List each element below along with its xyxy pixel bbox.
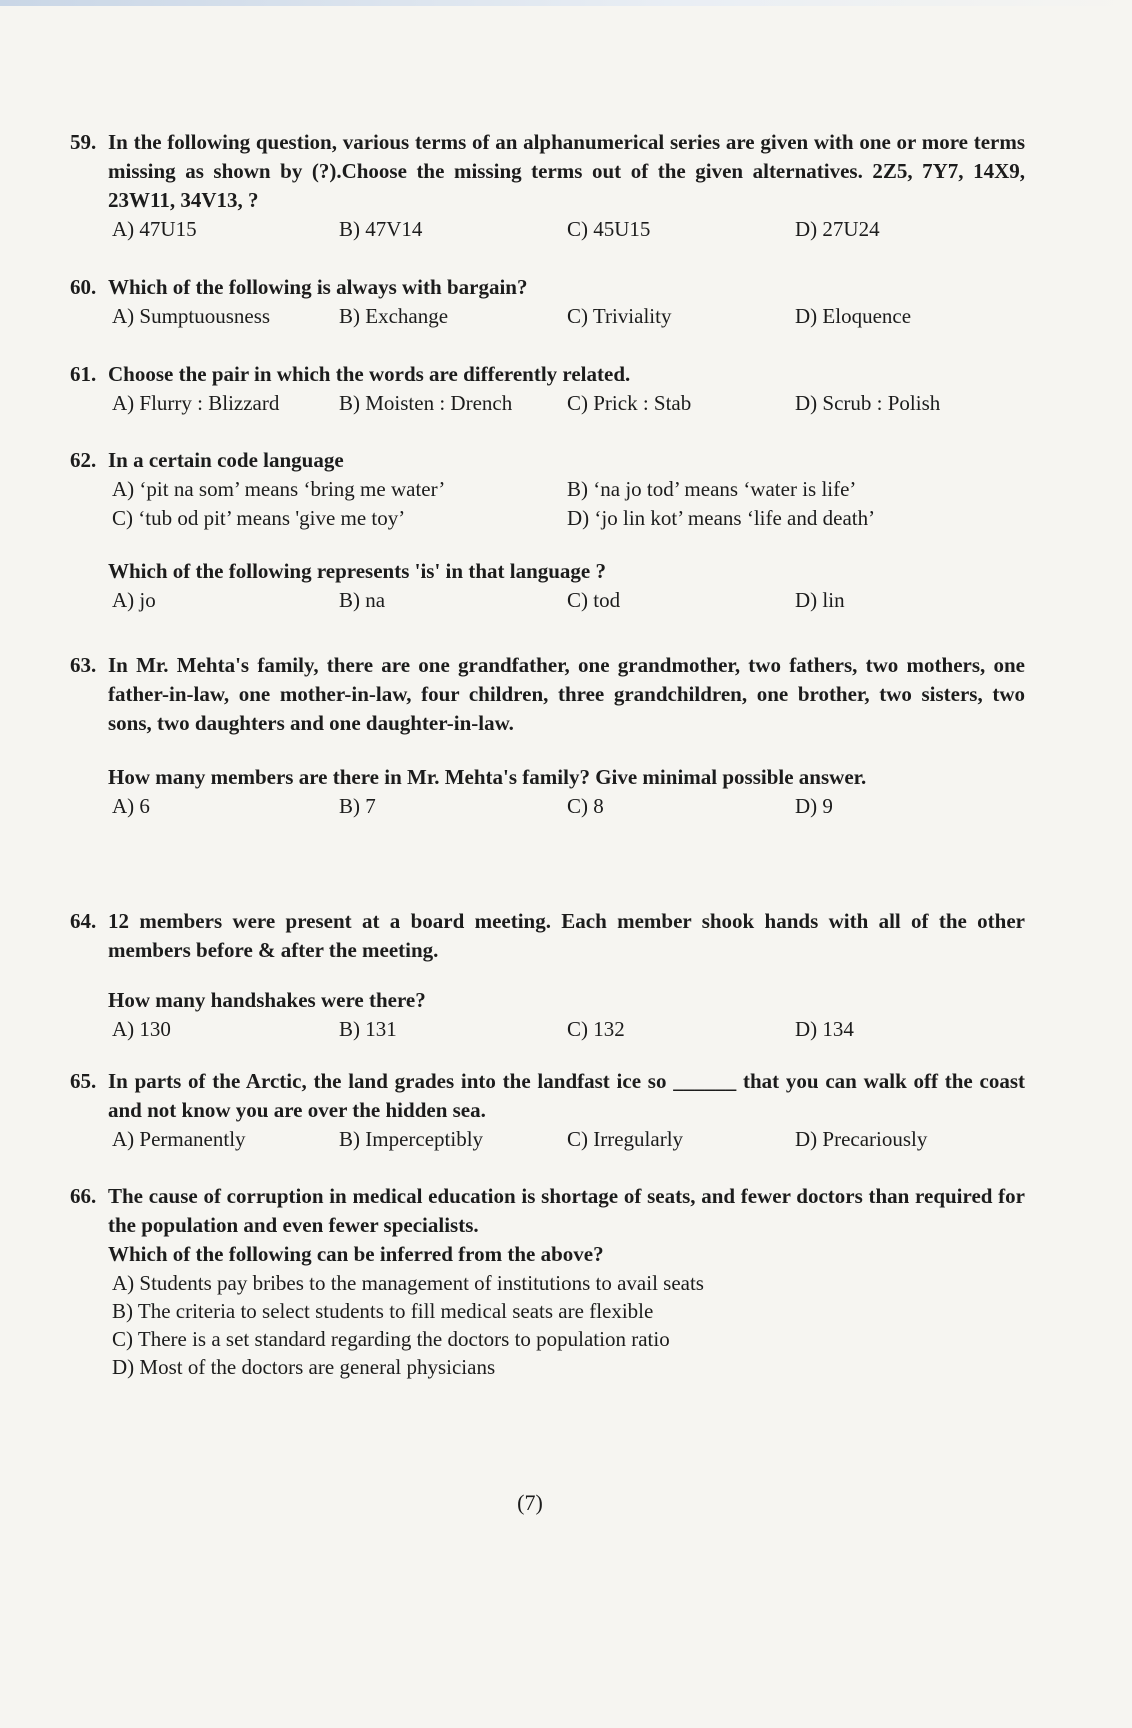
options-row — [112, 215, 1025, 244]
question-number: 60. — [70, 275, 97, 299]
sub-question: How many handshakes were there? — [108, 988, 426, 1012]
options-row — [112, 792, 1025, 821]
option-d: D) Scrub : Polish — [795, 391, 941, 415]
question-text: In a certain code language — [108, 448, 344, 472]
option-d: D) 27U24 — [795, 217, 880, 241]
clues-row-1 — [112, 475, 1025, 504]
option-b: B) 131 — [339, 1017, 397, 1041]
option-c: C) 8 — [567, 794, 604, 818]
option-c: C) tod — [567, 588, 621, 612]
question-text: 12 members were present at a board meeting. Each member shook hands with all of the other members before & after the meeting. — [108, 909, 1025, 962]
question-number: 64. — [70, 909, 97, 933]
option-b: B) Exchange — [339, 304, 449, 328]
clue-c: C) ‘tub od pit’ means 'give me toy’ — [112, 506, 406, 530]
option-b: B) The criteria to select students to fill medical seats are flexible — [112, 1299, 654, 1323]
option-d: D) lin — [795, 588, 845, 612]
page-number: (7) — [517, 1490, 543, 1515]
options-row — [112, 1125, 1025, 1154]
sub-question: How many members are there in Mr. Mehta's family? Give minimal possible answer. — [108, 765, 867, 789]
clue-d: D) ‘jo lin kot’ means ‘life and death’ — [567, 506, 876, 530]
question-59 — [70, 128, 1025, 244]
clues-row-2 — [112, 504, 1025, 533]
option-d: D) Most of the doctors are general physicians — [112, 1355, 496, 1379]
option-c: C) 45U15 — [567, 217, 651, 241]
option-b: B) 47V14 — [339, 217, 423, 241]
option-a: A) jo — [112, 588, 156, 612]
option-a: A) Flurry : Blizzard — [112, 391, 280, 415]
scan-edge — [0, 0, 1132, 6]
sub-question: Which of the following can be inferred from the above? — [108, 1242, 604, 1266]
question-text: In parts of the Arctic, the land grades into the landfast ice so ______ that you can walk off the coast and not know you are over the hidden sea. — [108, 1069, 1025, 1122]
question-62 — [70, 446, 1025, 615]
option-d: D) Precariously — [795, 1127, 928, 1151]
question-number: 59. — [70, 130, 97, 154]
options-row — [112, 1015, 1025, 1044]
clue-b: B) ‘na jo tod’ means ‘water is life’ — [567, 477, 857, 501]
question-65 — [70, 1067, 1025, 1154]
option-b: B) 7 — [339, 794, 376, 818]
option-a: A) 130 — [112, 1017, 171, 1041]
question-number: 65. — [70, 1069, 97, 1093]
option-c: C) Prick : Stab — [567, 391, 692, 415]
option-c: C) Triviality — [567, 304, 672, 328]
option-a: A) Permanently — [112, 1127, 246, 1151]
option-d: D) Eloquence — [795, 304, 912, 328]
question-61 — [70, 360, 1025, 418]
options-row — [112, 586, 1025, 615]
question-text: In the following question, various terms of an alphanumerical series are given with one or more terms missing as shown by (?).Choose the missing terms out of the given alternatives. 2Z5, 7Y7, 14X9, 23W11, 34V13, ? — [108, 130, 1025, 212]
question-63 — [70, 651, 1025, 821]
sub-question: Which of the following represents 'is' in that language ? — [108, 559, 607, 583]
question-number: 62. — [70, 448, 97, 472]
question-number: 63. — [70, 653, 97, 677]
question-text: In Mr. Mehta's family, there are one grandfather, one grandmother, two fathers, two mothers, one father-in-law, one mother-in-law, four children, three grandchildren, one brother, two sisters, two sons, two daughters and one daughter-in-law. — [108, 653, 1025, 735]
option-b: B) Moisten : Drench — [339, 391, 513, 415]
option-c: C) There is a set standard regarding the doctors to population ratio — [112, 1327, 670, 1351]
question-66 — [70, 1182, 1025, 1381]
clue-a: A) ‘pit na som’ means ‘bring me water’ — [112, 477, 446, 501]
option-a: A) Students pay bribes to the management of institutions to avail seats — [112, 1271, 704, 1295]
options-row — [112, 302, 1025, 331]
option-a: A) 6 — [112, 794, 150, 818]
option-d: D) 134 — [795, 1017, 854, 1041]
option-d: D) 9 — [795, 794, 833, 818]
question-60 — [70, 273, 1025, 331]
option-c: C) 132 — [567, 1017, 625, 1041]
question-text: Which of the following is always with bargain? — [108, 275, 528, 299]
question-64 — [70, 907, 1025, 1044]
option-a: A) 47U15 — [112, 217, 197, 241]
options-row — [112, 389, 1025, 418]
question-text: The cause of corruption in medical education is shortage of seats, and fewer doctors than required for the population and even fewer specialists. — [108, 1184, 1025, 1237]
option-c: C) Irregularly — [567, 1127, 684, 1151]
option-b: B) na — [339, 588, 386, 612]
question-text: Choose the pair in which the words are differently related. — [108, 362, 631, 386]
options-list — [112, 1269, 1025, 1381]
option-a: A) Sumptuousness — [112, 304, 271, 328]
option-b: B) Imperceptibly — [339, 1127, 484, 1151]
question-number: 66. — [70, 1184, 97, 1208]
question-number: 61. — [70, 362, 97, 386]
